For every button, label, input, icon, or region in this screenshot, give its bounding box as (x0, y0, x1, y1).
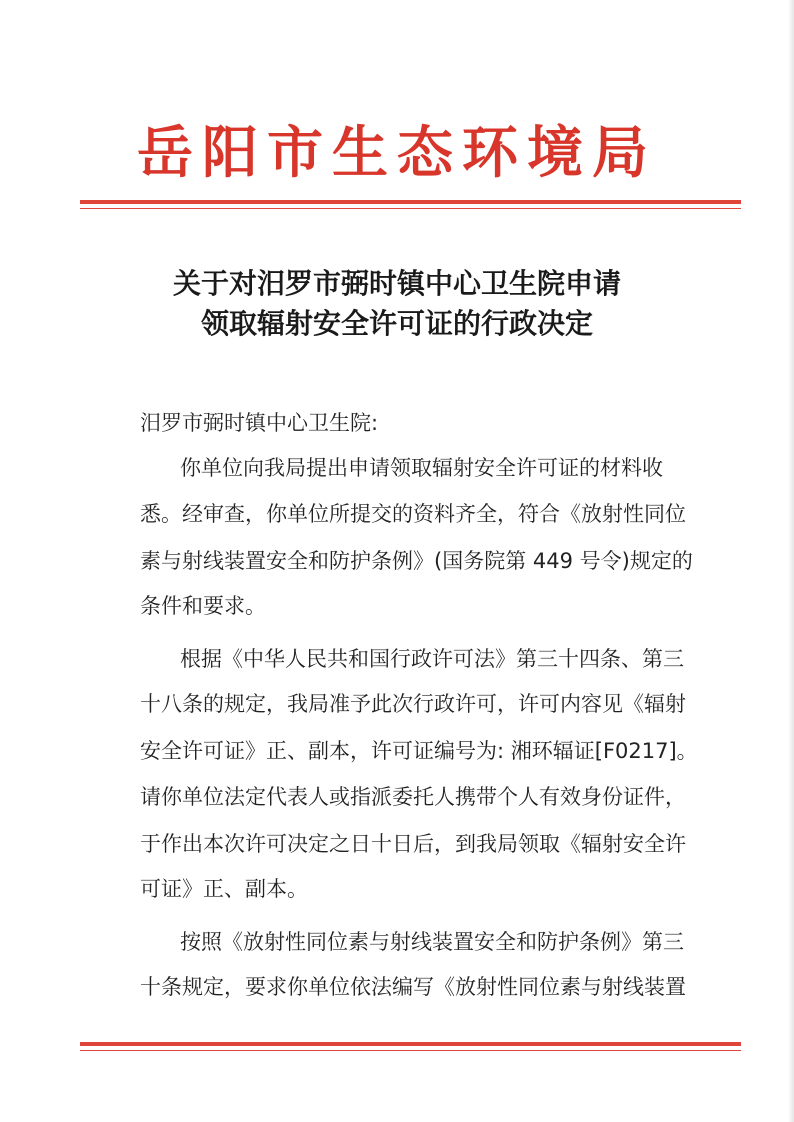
body-line: 于作出本次许可决定之日十日后，到我局领取《辐射安全许 (140, 832, 686, 856)
body-line: 根据《中华人民共和国行政许可法》第三十四条、第三 (180, 647, 684, 671)
body-line: 请你单位法定代表人或指派委托人携带个人有效身份证件， (140, 785, 686, 809)
body-line: 按照《放射性同位素与射线装置安全和防护条例》第三 (180, 930, 684, 954)
footer-rule-thin (80, 1050, 741, 1051)
body-line: 悉。经审查，你单位所提交的资料齐全，符合《放射性同位 (140, 502, 686, 526)
body-line: 十八条的规定，我局准予此次行政许可，许可内容见《辐射 (140, 692, 686, 716)
recipient-line: 汨罗市弼时镇中心卫生院: (140, 411, 379, 435)
body-line: 可证》正、副本。 (140, 877, 308, 901)
document-title-line-1: 关于对汨罗市弼时镇中心卫生院申请 (172, 267, 621, 300)
body-line: 安全许可证》正、副本，许可证编号为: 湘环辐证[F0217]。 (140, 739, 698, 763)
body-line: 条件和要求。 (140, 594, 266, 618)
body-line: 十条规定，要求你单位依法编写《放射性同位素与射线装置 (140, 975, 686, 999)
header-rule-thick (80, 200, 741, 204)
page-edge-shadow (788, 0, 794, 1122)
body-line: 素与射线装置安全和防护条例》(国务院第 449 号令)规定的 (140, 549, 693, 573)
header-rule-thin (80, 208, 741, 209)
body-line: 你单位向我局提出申请领取辐射安全许可证的材料收 (180, 456, 663, 480)
document-title-line-2: 领取辐射安全许可证的行政决定 (200, 307, 593, 340)
footer-rule-thick (80, 1042, 741, 1046)
agency-header: 岳阳市生态环境局 (137, 120, 657, 186)
